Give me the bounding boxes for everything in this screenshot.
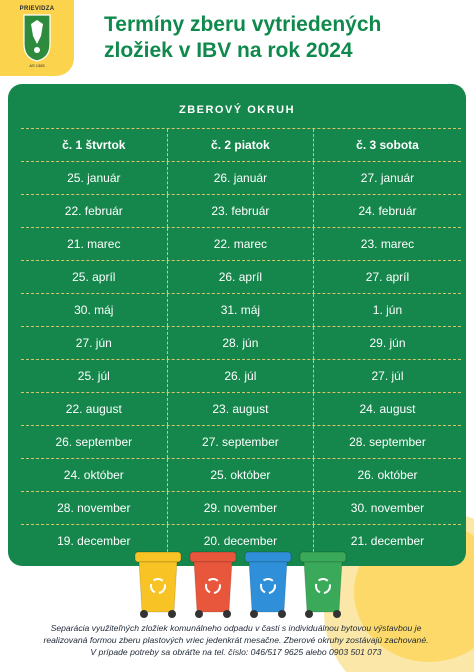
table-cell: 31. máj bbox=[168, 294, 315, 326]
table-cell: 20. december bbox=[168, 525, 315, 557]
header bbox=[0, 0, 474, 82]
table-cell: 26. október bbox=[357, 468, 418, 482]
table-cell: 24. február bbox=[358, 204, 417, 218]
table-cell: 27. apríl bbox=[365, 270, 410, 284]
table-cell: 19. december bbox=[21, 525, 168, 557]
table-cell: 26. apríl bbox=[168, 261, 315, 293]
table-cell: 23. február bbox=[168, 195, 315, 227]
footer-note bbox=[16, 622, 456, 658]
table-cell: 26. september bbox=[21, 426, 168, 458]
table-cell: 25. júl bbox=[21, 360, 168, 392]
blue-bin-icon bbox=[245, 552, 291, 618]
footer-line-3: V prípade potreby sa obráťte na tel. číslo: 046/517 9625 alebo 0903 501 073 bbox=[90, 647, 382, 657]
table-row bbox=[21, 162, 461, 194]
page-title bbox=[104, 12, 464, 64]
section-title: ZBEROVÝ OKRUH bbox=[178, 104, 296, 116]
table-cell: 27. september bbox=[168, 426, 315, 458]
table-cell: 28. september bbox=[349, 435, 426, 449]
table-cell: 25. apríl bbox=[21, 261, 168, 293]
table-cell: 21. marec bbox=[21, 228, 168, 260]
table-row bbox=[21, 261, 461, 293]
table-row bbox=[21, 294, 461, 326]
coat-of-arms-icon bbox=[23, 14, 51, 62]
table-cell: 26. júl bbox=[168, 360, 315, 392]
table-row bbox=[21, 426, 461, 458]
table-row bbox=[21, 228, 461, 260]
table-row bbox=[21, 360, 461, 392]
crest-tab bbox=[0, 0, 74, 76]
table-row bbox=[21, 195, 461, 227]
red-bin-icon bbox=[190, 552, 236, 618]
green-bin-icon bbox=[300, 552, 346, 618]
table-cell: 27. január bbox=[360, 171, 415, 185]
footer-line-1: Separácia využiteľných zložiek komunálneho odpadu v časti s individuálnou bytovou výstavbou je bbox=[50, 623, 422, 633]
table-cell: 21. december bbox=[350, 534, 425, 548]
table-cell: 26. január bbox=[168, 162, 315, 194]
schedule-table bbox=[21, 128, 461, 557]
table-row bbox=[21, 327, 461, 359]
table-row bbox=[21, 492, 461, 524]
table-cell: 28. november bbox=[21, 492, 168, 524]
table-cell: 24. august bbox=[359, 402, 416, 416]
page-title-line-1: Termíny zberu vytriedených bbox=[104, 13, 382, 36]
table-row bbox=[21, 459, 461, 491]
table-cell: 22. august bbox=[21, 393, 168, 425]
table-cell: 30. november bbox=[350, 501, 425, 515]
crest-caption: PRIEVIDZA bbox=[19, 6, 55, 12]
table-cell: 28. jún bbox=[168, 327, 315, 359]
table-cell: 29. jún bbox=[369, 336, 406, 350]
table-cell: 27. jún bbox=[21, 327, 168, 359]
table-cell: 24. október bbox=[21, 459, 168, 491]
table-row bbox=[21, 393, 461, 425]
table-cell: 30. máj bbox=[21, 294, 168, 326]
table-cell: 29. november bbox=[168, 492, 315, 524]
table-cell: 22. marec bbox=[168, 228, 315, 260]
page-title-line-2: zložiek v IBV na rok 2024 bbox=[104, 39, 353, 62]
table-header-row bbox=[21, 129, 461, 161]
table-cell: 1. jún bbox=[372, 303, 403, 317]
table-cell: 23. marec bbox=[360, 237, 415, 251]
table-cell: 22. február bbox=[21, 195, 168, 227]
crest-year: AS 1383 bbox=[29, 63, 45, 68]
waste-bins-illustration bbox=[134, 548, 354, 622]
yellow-bin-icon bbox=[135, 552, 181, 618]
table-cell: 23. august bbox=[168, 393, 315, 425]
column-header-2: č. 2 piatok bbox=[168, 129, 315, 161]
table-cell: 27. júl bbox=[371, 369, 404, 383]
table-cell: 25. január bbox=[21, 162, 168, 194]
table-cell: 25. október bbox=[168, 459, 315, 491]
column-header-1: č. 1 štvrtok bbox=[21, 129, 168, 161]
schedule-card bbox=[8, 84, 466, 566]
footer-line-2: realizovaná formou zberu plastových vriec jedenkrát mesačne. Zberové okruhy zostávajú zachované. bbox=[43, 635, 429, 645]
column-header-3: č. 3 sobota bbox=[356, 138, 419, 152]
